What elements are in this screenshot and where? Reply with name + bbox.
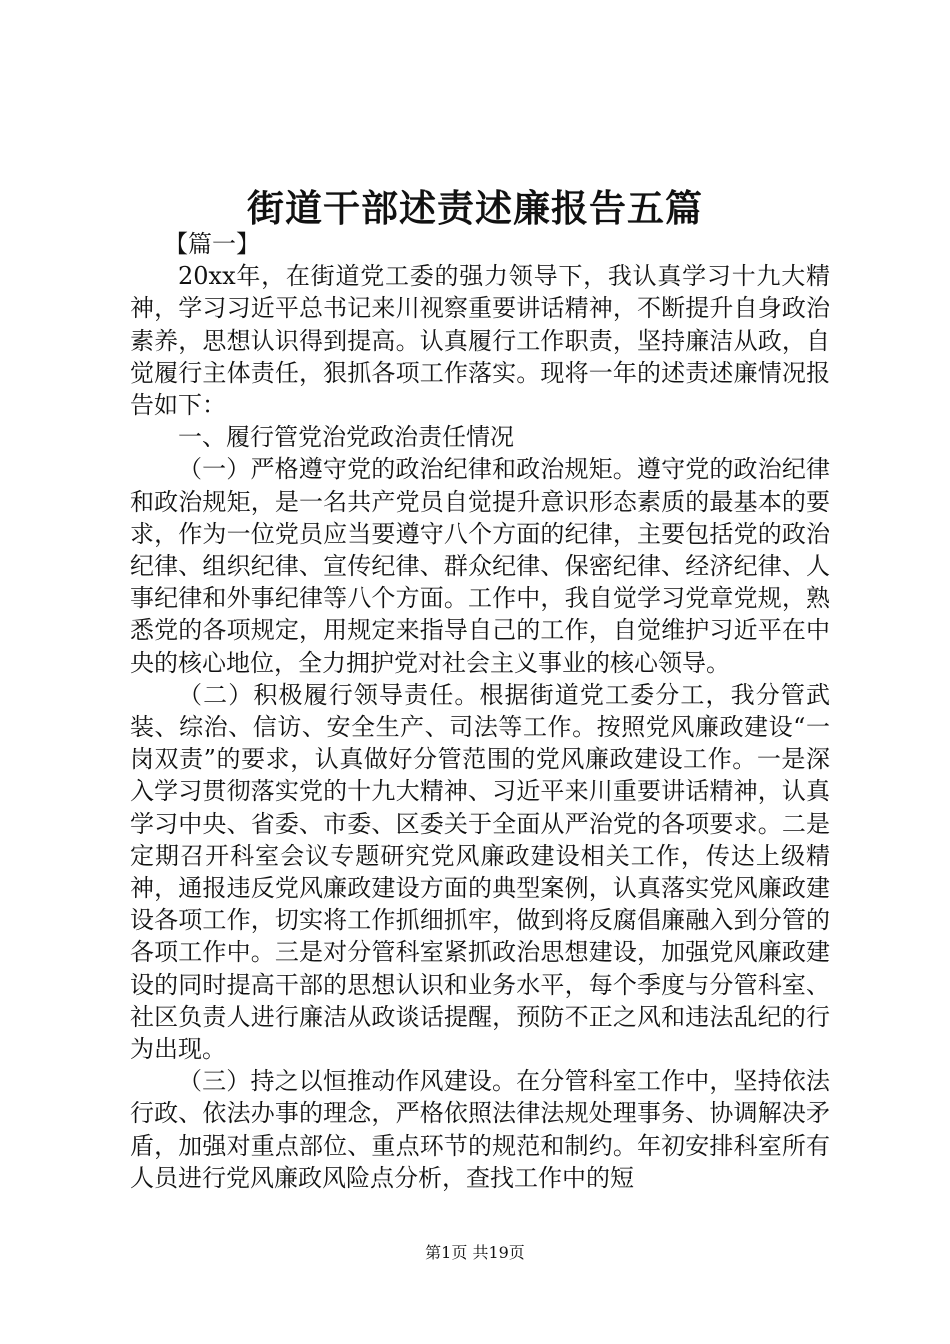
subsection-paragraph-2: （二）积极履行领导责任。根据街道党工委分工，我分管武装、综治、信访、安全生产、司法等工作。按照党风廉政建设“一岗双责”的要求，认真做好分管范围的党风廉政建设工作。一是深入学习贯彻落实党的十九大精神、习近平来川重要讲话精神，认真学习中央、省委、市委、区委关于全面从严治党的各项要求。二是定期召开科室会议专题研究党风廉政建设相关工作，传达上级精神，通报违反党风廉政建设方面的典型案例，认真落实党风廉政建设各项工作，切实将工作抓细抓牢，做到将反腐倡廉融入到分管的各项工作中。三是对分管科室紧抓政治思想建设，加强党风廉政建设的同时提高干部的思想认识和业务水平，每个季度与分管科室、社区负责人进行廉洁从政谈话提醒，预防不正之风和违法乱纪的行为出现。 (130, 680, 830, 1064)
section-tag: 【篇一】 (164, 230, 260, 258)
page-footer: 第1页 共19页 (425, 1243, 525, 1262)
document-body (130, 228, 830, 1194)
subsection-paragraph-1: （一）严格遵守党的政治纪律和政治规矩。遵守党的政治纪律和政治规矩，是一名共产党员自觉提升意识形态素质的最基本的要求，作为一位党员应当要遵守八个方面的纪律，主要包括党的政治纪律、组织纪律、宣传纪律、群众纪律、保密纪律、经济纪律、人事纪律和外事纪律等八个方面。工作中，我自觉学习党章党规，熟悉党的各项规定，用规定来指导自己的工作，自觉维护习近平在中央的核心地位，全力拥护党对社会主义事业的核心领导。 (130, 455, 830, 677)
document-title: 街道干部述责述廉报告五篇 (247, 186, 703, 230)
subsection-paragraph-3: （三）持之以恒推动作风建设。在分管科室工作中，坚持依法行政、依法办事的理念，严格依照法律法规处理事务、协调解决矛盾，加强对重点部位、重点环节的规范和制约。年初安排科室所有人员进行党风廉政风险点分析，查找工作中的短 (130, 1067, 830, 1192)
intro-paragraph: 20xx年，在街道党工委的强力领导下，我认真学习十九大精神，学习习近平总书记来川视察重要讲话精神，不断提升自身政治素养，思想认识得到提高。认真履行工作职责，坚持廉洁从政，自觉履行主体责任，狠抓各项工作落实。现将一年的述责述廉情况报告如下： (130, 262, 830, 420)
section-heading: 一、履行管党治党政治责任情况 (178, 423, 514, 452)
